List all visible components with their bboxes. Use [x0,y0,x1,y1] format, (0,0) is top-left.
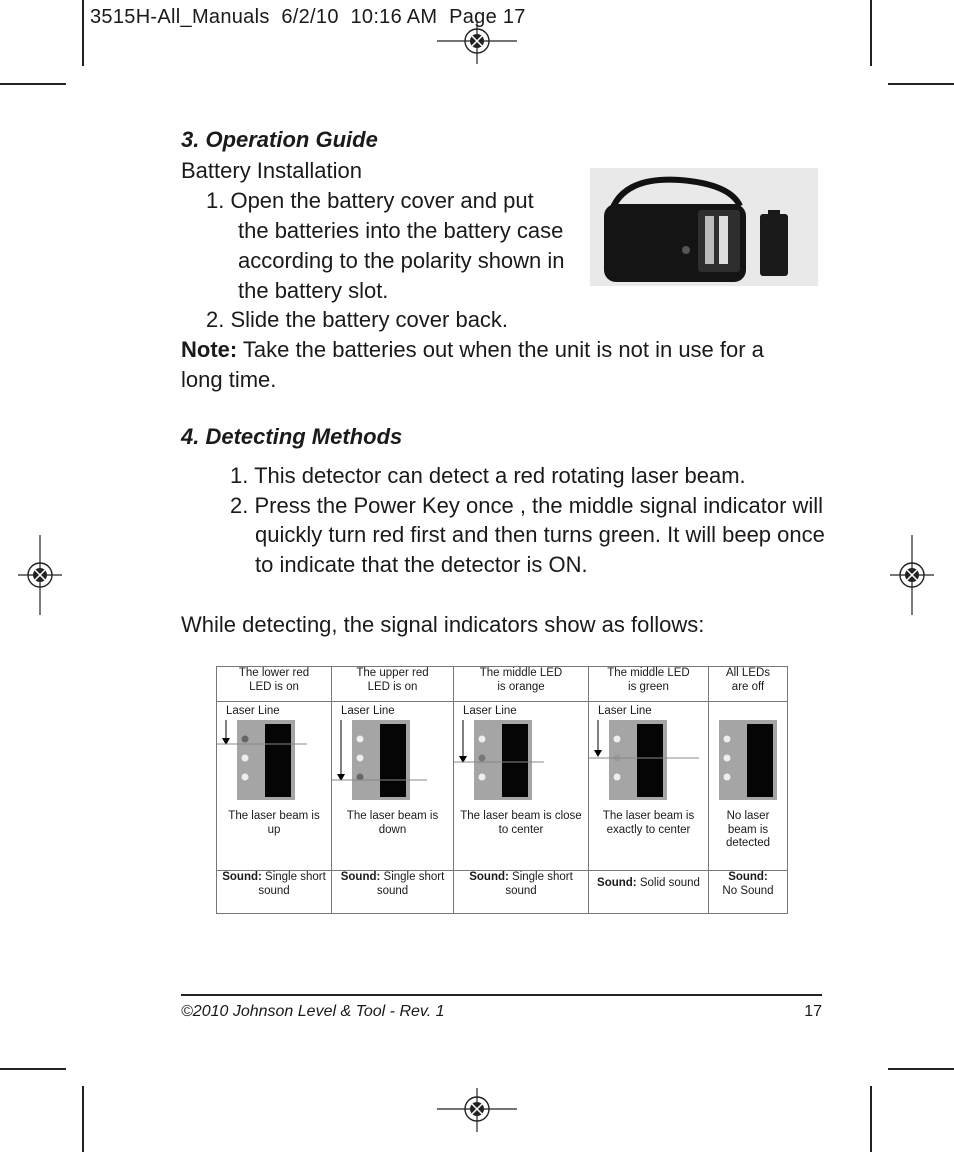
footer-divider [181,994,822,996]
laser-line-label: Laser Line [463,705,517,717]
beam-description: The laser beam is up [228,810,320,836]
diagram-cell [709,702,788,871]
beam-description: The laser beam is down [346,810,439,836]
sound-cell: Sound: Single short sound [454,871,589,914]
diagram-cell [332,702,454,871]
diagram-cell [217,702,332,871]
section-title-operation-guide: 3. Operation Guide [181,127,378,152]
laser-line-label: Laser Line [598,705,652,717]
detect-item-2-line: quickly turn red first and then turns green. It will beep once [255,522,825,547]
detector-no-beam-diagram [709,702,788,810]
step-1-line: 1. Open the battery cover and put [206,188,534,213]
step-1-line: the batteries into the battery case [238,218,564,243]
sound-cell: Sound: Single short sound [217,871,332,914]
note-text: Take the batteries out when the unit is not in use for a [237,337,764,362]
note-text-continued: long time. [181,367,277,392]
laser-line-label: Laser Line [226,705,280,717]
detector-beam-down-diagram [332,702,454,810]
battery-compartment-photo [590,168,818,286]
print-slug: 3515H-All_Manuals 6/2/10 10:16 AM Page 17 [90,6,526,28]
laser-line-label: Laser Line [341,705,395,717]
note [181,335,764,365]
detect-item-2-line: to indicate that the detector is ON. [255,552,588,577]
note-label: Note: [181,337,238,362]
diagram-cell [589,702,709,871]
footer-copyright: ©2010 Johnson Level & Tool - Rev. 1 [181,1003,445,1020]
step-1-line: the battery slot. [238,278,389,303]
beam-description: The laser beam is close to center [460,810,582,836]
header-cell: The lower red LED is on [217,667,332,702]
header-cell: The middle LED is orange [454,667,589,702]
header-cell: All LEDs are off [709,667,788,702]
registration-mark-icon [890,535,934,615]
indicators-intro: While detecting, the signal indicators show as follows: [181,612,705,637]
detect-item-2-line: 2. Press the Power Key once , the middle signal indicator will [230,493,824,518]
step-1-line: according to the polarity shown in [238,248,565,273]
detect-item-1: 1. This detector can detect a red rotating laser beam. [230,463,746,488]
sound-cell: Sound: No Sound [709,871,788,914]
registration-mark-icon [18,535,62,615]
beam-description: No laser beam is detected [725,810,771,849]
table-diagram-row [217,702,788,871]
beam-description: The laser beam is exactly to center [602,810,695,836]
header-cell: The middle LED is green [589,667,709,702]
detector-beam-up-diagram [217,702,332,810]
registration-mark-icon [437,20,517,64]
detector-beam-close-diagram [454,702,589,810]
step-2: 2. Slide the battery cover back. [206,307,509,332]
header-cell: The upper red LED is on [332,667,454,702]
registration-mark-icon [437,1088,517,1132]
signal-indicator-table [216,666,788,914]
detector-beam-center-diagram [589,702,709,810]
sound-cell: Sound: Solid sound [589,871,709,914]
section-title-detecting-methods: 4. Detecting Methods [181,424,403,449]
page-number: 17 [804,1003,822,1020]
table-header-row [217,667,788,702]
sound-cell: Sound: Single short sound [332,871,454,914]
table-sound-row [217,871,788,914]
battery-installation-heading: Battery Installation [181,158,362,183]
diagram-cell [454,702,589,871]
